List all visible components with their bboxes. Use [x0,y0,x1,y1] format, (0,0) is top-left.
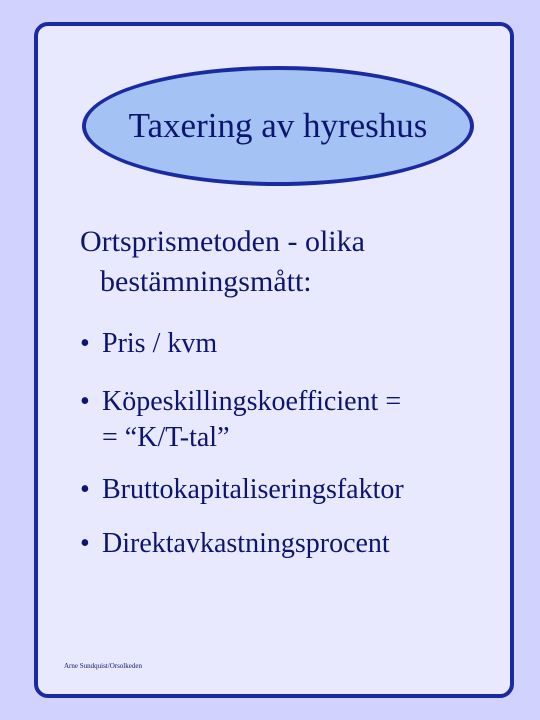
heading-line-1: Ortsprismetoden - olika [80,225,365,258]
bullet-text: Direktavkastningsprocent [102,528,390,559]
bullet-dot-icon: • [80,474,90,505]
bullet-item [80,472,510,508]
bullet-dot-icon: • [80,528,90,559]
heading-line-2: bestämningsmått: [100,265,312,298]
bullet-text: Pris / kvm [102,328,218,359]
footer-credit: Arne Sundquist/Orsolkeden [64,662,142,670]
bullet-dot-icon: • [80,386,90,417]
bullet-text-continuation: = “K/T-tal” [102,422,230,453]
bullet-text: Bruttokapitaliseringsfaktor [102,474,404,505]
title-oval [82,66,474,186]
bullet-text: Köpeskillingskoefficient = [102,386,402,417]
bullet-item [80,326,510,362]
section-heading [80,222,500,302]
slide-title: Taxering av hyreshus [128,106,428,145]
bullet-item [80,526,510,562]
bullet-item [80,384,510,456]
bullet-dot-icon: • [80,328,90,359]
